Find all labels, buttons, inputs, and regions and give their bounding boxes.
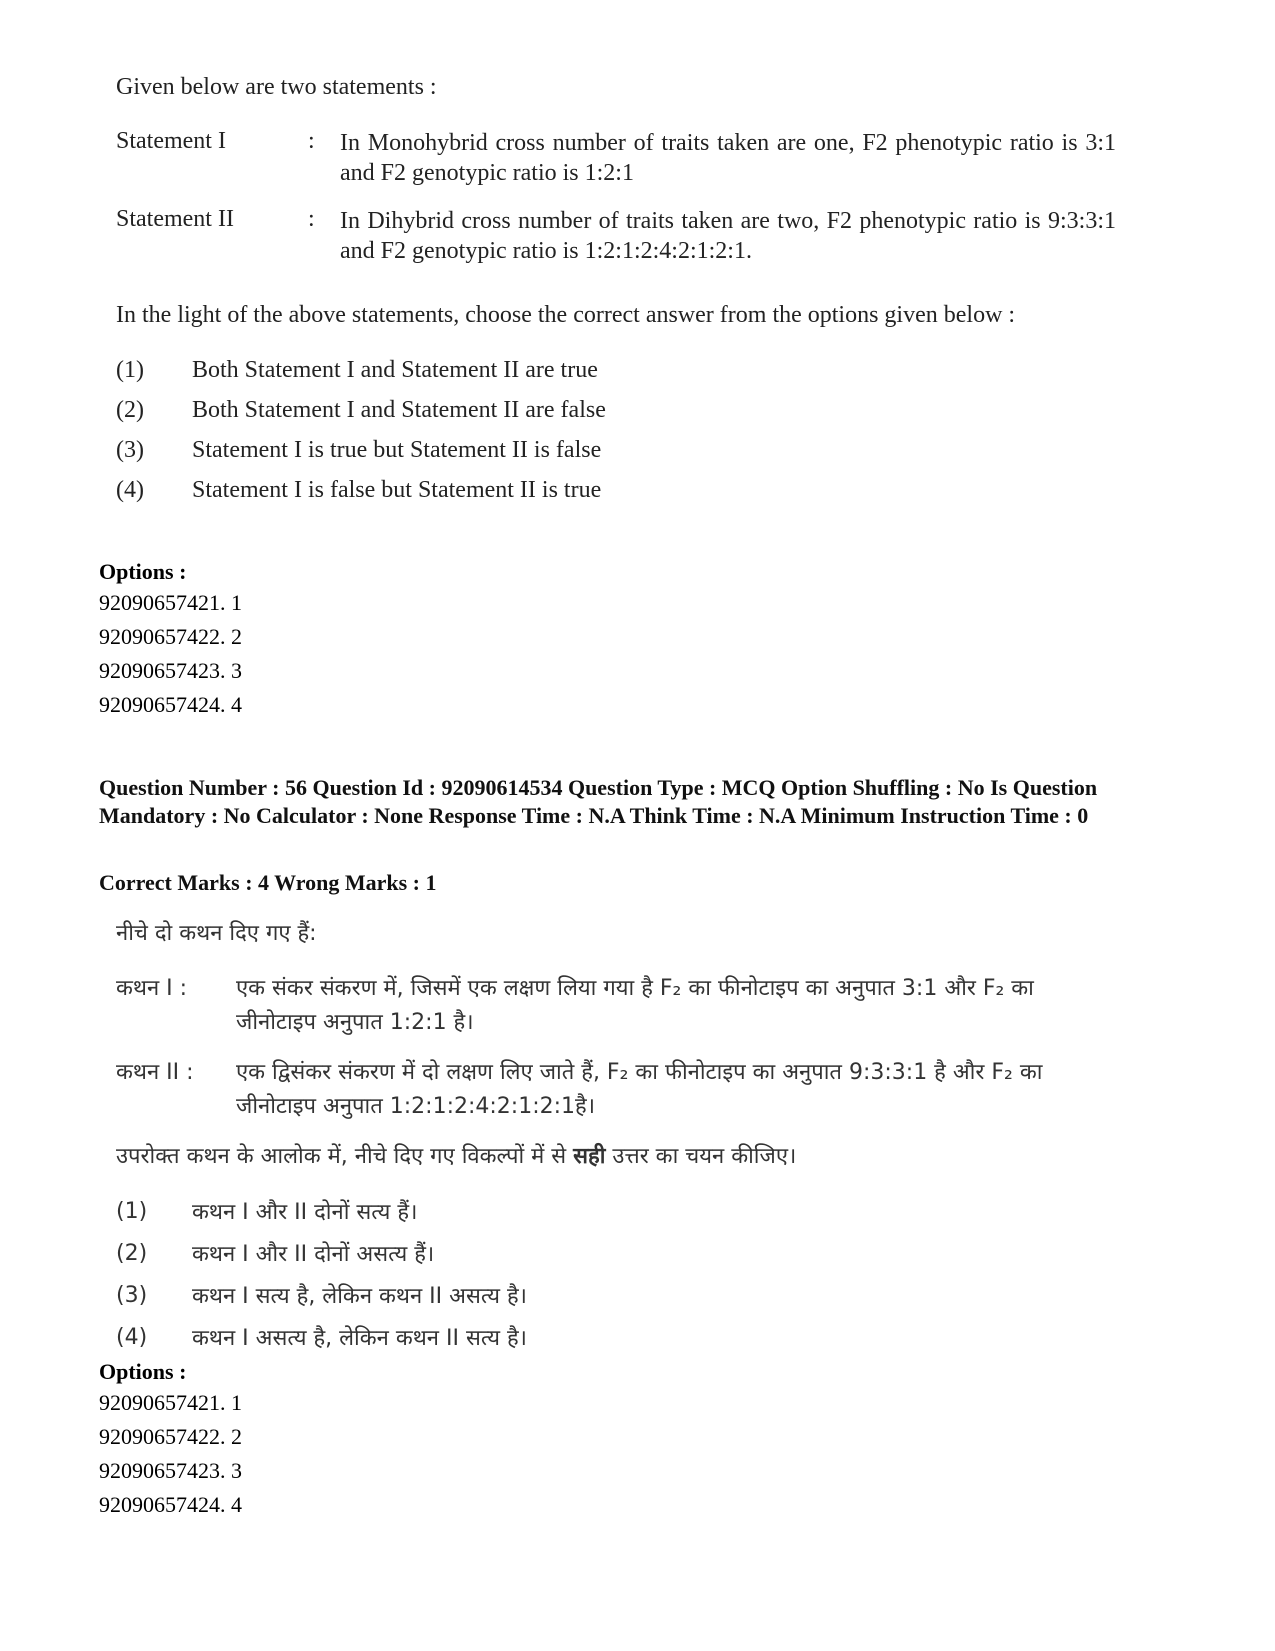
choice-number: (1)	[116, 356, 144, 383]
q55-statement-1	[116, 128, 1116, 188]
statement-text: In Monohybrid cross number of traits taken are one, F2 phenotypic ratio is 3:1 and F2 genotypic ratio is 1:2:1	[340, 130, 1116, 186]
q55-intro: Given below are two statements :	[116, 74, 437, 100]
q56-question-info: Question Number : 56 Question Id : 92090614534 Question Type : MCQ Option Shuffling : No Is Question Mandatory : No Calculator : None Response Time : N.A Think Time : N.A Minimum Instruction Time : 0	[99, 775, 1098, 828]
choice-number: (2)	[116, 1240, 148, 1266]
choice-number: (1)	[116, 1198, 148, 1224]
choice-text: Both Statement I and Statement II are true	[192, 356, 598, 383]
statement-text: एक द्विसंकर संकरण में दो लक्षण लिए जाते हैं, F₂ का फीनोटाइप का अनुपात 9:3:3:1 है और F₂ का जीनोटाइप अनुपात 1:2:1:2:4:2:1:2:1है।	[236, 1060, 1043, 1119]
statement-label: कथन II :	[116, 1060, 194, 1085]
statement-text: एक संकर संकरण में, जिसमें एक लक्षण लिया गया है F₂ का फीनोटाइप का अनुपात 3:1 और F₂ का जीनोटाइप अनुपात 1:2:1 है।	[236, 976, 1034, 1035]
option-line: 92090657421. 1	[99, 590, 242, 615]
q55-statement-2	[116, 206, 1116, 266]
statement-separator: :	[308, 206, 315, 232]
choice-text: कथन I और II दोनों सत्य हैं।	[192, 1200, 418, 1225]
q56-statement-2	[116, 1056, 1116, 1124]
question-text-start: उपरोक्त कथन के आलोक में, नीचे दिए गए विकल्पों में से	[116, 1144, 574, 1169]
q55-choice-4	[116, 470, 1116, 510]
option-line: 92090657422. 2	[99, 624, 242, 649]
q56-marks: Correct Marks : 4 Wrong Marks : 1	[99, 870, 437, 895]
option-line: 92090657421. 1	[99, 1390, 242, 1415]
choice-text: कथन I और II दोनों असत्य हैं।	[192, 1242, 435, 1267]
q55-choice-1	[116, 350, 1116, 390]
choice-text: Statement I is false but Statement II is true	[192, 476, 602, 503]
options-heading: Options :	[99, 559, 187, 584]
option-line: 92090657423. 3	[99, 658, 242, 683]
q56-choice-4	[116, 1316, 1116, 1358]
choice-number: (3)	[116, 1282, 148, 1308]
q56-choice-2	[116, 1232, 1116, 1274]
choice-text: Both Statement I and Statement II are false	[192, 396, 606, 423]
statement-text: In Dihybrid cross number of traits taken are two, F2 phenotypic ratio is 9:3:3:1 and F2 genotypic ratio is 1:2:1:2:4:2:1:2:1.	[340, 208, 1116, 264]
statement-label: Statement I	[116, 128, 226, 154]
choice-number: (4)	[116, 1324, 148, 1350]
q56-question-block	[116, 918, 1116, 1358]
q55-question-text: In the light of the above statements, choose the correct answer from the options given below :	[116, 302, 1016, 328]
choice-number: (2)	[116, 396, 144, 423]
option-line: 92090657422. 2	[99, 1424, 242, 1449]
choice-text: कथन I सत्य है, लेकिन कथन II असत्य है।	[192, 1284, 527, 1309]
q56-choice-1	[116, 1190, 1116, 1232]
choice-number: (3)	[116, 436, 144, 463]
options-heading: Options :	[99, 1359, 187, 1384]
q55-question-block	[116, 72, 1116, 510]
q56-intro: नीचे दो कथन दिए गए हैं:	[116, 921, 317, 946]
question-text-end: उत्तर का चयन कीजिए।	[605, 1144, 797, 1169]
q56-statement-1	[116, 972, 1116, 1040]
q56-choice-3	[116, 1274, 1116, 1316]
statement-label: Statement II	[116, 206, 234, 232]
option-line: 92090657424. 4	[99, 1492, 242, 1517]
option-line: 92090657423. 3	[99, 1458, 242, 1483]
q55-choice-3	[116, 430, 1116, 470]
option-line: 92090657424. 4	[99, 692, 242, 717]
q55-choice-2	[116, 390, 1116, 430]
choice-number: (4)	[116, 476, 144, 503]
question-emphasis: सही	[573, 1144, 606, 1169]
q56-options-list	[99, 1358, 242, 1522]
q56-question-text	[116, 1140, 1116, 1174]
choice-text: Statement I is true but Statement II is false	[192, 436, 602, 463]
statement-separator: :	[308, 128, 315, 154]
choice-text: कथन I असत्य है, लेकिन कथन II सत्य है।	[192, 1326, 527, 1351]
statement-label: कथन I :	[116, 976, 188, 1001]
q55-options-list	[99, 558, 242, 722]
